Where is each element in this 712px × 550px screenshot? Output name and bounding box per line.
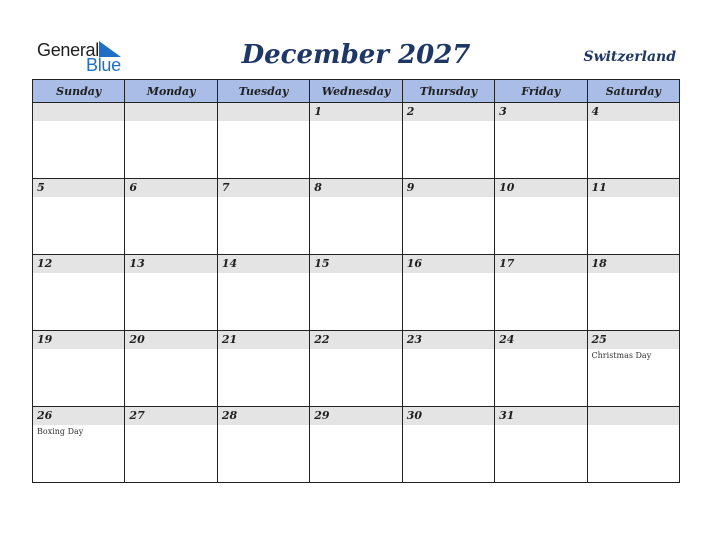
day-cell — [33, 255, 125, 331]
day-cell — [310, 255, 402, 331]
day-cell — [587, 103, 679, 179]
day-cell — [125, 103, 217, 179]
holiday-label: Boxing Day — [37, 427, 84, 436]
day-cell — [495, 179, 587, 255]
logo-text-general: General — [37, 40, 99, 60]
day-number: 12 — [33, 255, 124, 273]
day-number: 28 — [218, 407, 309, 425]
weekday-tuesday: Tuesday — [217, 80, 309, 103]
day-cell — [587, 255, 679, 331]
day-cell — [402, 179, 494, 255]
day-cell — [33, 103, 125, 179]
generalblue-logo — [37, 40, 129, 76]
day-number: 17 — [495, 255, 586, 273]
day-cell — [402, 331, 494, 407]
day-number: 2 — [403, 103, 494, 121]
day-cell — [495, 407, 587, 483]
weekday-header-row — [33, 80, 680, 103]
day-number — [33, 103, 124, 121]
day-cell — [402, 255, 494, 331]
weekday-wednesday: Wednesday — [310, 80, 402, 103]
day-cell — [125, 255, 217, 331]
day-number: 6 — [125, 179, 216, 197]
logo-text-blue: Blue — [86, 55, 121, 75]
day-cell — [402, 407, 494, 483]
holiday-label: Christmas Day — [591, 351, 652, 360]
day-cell — [310, 407, 402, 483]
day-number: 22 — [310, 331, 401, 349]
day-cell — [125, 331, 217, 407]
day-number: 3 — [495, 103, 586, 121]
day-cell — [587, 331, 679, 407]
day-cell — [125, 179, 217, 255]
day-number: 21 — [218, 331, 309, 349]
day-number: 20 — [125, 331, 216, 349]
day-cell — [587, 179, 679, 255]
week-row — [33, 255, 680, 331]
day-number: 13 — [125, 255, 216, 273]
day-number: 31 — [495, 407, 586, 425]
day-cell — [310, 103, 402, 179]
day-cell — [495, 255, 587, 331]
day-cell — [217, 407, 309, 483]
day-cell — [217, 179, 309, 255]
day-number: 5 — [33, 179, 124, 197]
day-number: 30 — [403, 407, 494, 425]
day-cell — [310, 331, 402, 407]
country-name: Switzerland — [583, 49, 676, 65]
day-number — [588, 407, 679, 425]
day-cell — [217, 331, 309, 407]
day-number: 25 — [588, 331, 679, 349]
day-number: 4 — [588, 103, 679, 121]
day-number: 16 — [403, 255, 494, 273]
day-cell — [217, 255, 309, 331]
weekday-monday: Monday — [125, 80, 217, 103]
week-row — [33, 331, 680, 407]
day-cell — [125, 407, 217, 483]
day-number: 19 — [33, 331, 124, 349]
weekday-friday: Friday — [495, 80, 587, 103]
week-row — [33, 103, 680, 179]
calendar-title: December 2027 — [241, 40, 471, 70]
day-cell — [217, 103, 309, 179]
day-number: 9 — [403, 179, 494, 197]
day-number: 7 — [218, 179, 309, 197]
weekday-saturday: Saturday — [587, 80, 679, 103]
week-row — [33, 407, 680, 483]
day-number: 1 — [310, 103, 401, 121]
day-cell — [402, 103, 494, 179]
day-cell — [587, 407, 679, 483]
day-number — [218, 103, 309, 121]
week-row — [33, 179, 680, 255]
day-number: 27 — [125, 407, 216, 425]
day-number: 23 — [403, 331, 494, 349]
day-cell — [495, 103, 587, 179]
calendar-grid — [32, 79, 680, 483]
day-number: 24 — [495, 331, 586, 349]
weekday-thursday: Thursday — [402, 80, 494, 103]
day-number: 11 — [588, 179, 679, 197]
day-number: 8 — [310, 179, 401, 197]
day-number: 14 — [218, 255, 309, 273]
day-number: 26 — [33, 407, 124, 425]
day-number: 18 — [588, 255, 679, 273]
day-cell — [310, 179, 402, 255]
day-cell — [33, 407, 125, 483]
day-number: 29 — [310, 407, 401, 425]
weekday-sunday: Sunday — [33, 80, 125, 103]
day-cell — [33, 179, 125, 255]
day-number: 10 — [495, 179, 586, 197]
day-number — [125, 103, 216, 121]
day-number: 15 — [310, 255, 401, 273]
day-cell — [495, 331, 587, 407]
day-cell — [33, 331, 125, 407]
